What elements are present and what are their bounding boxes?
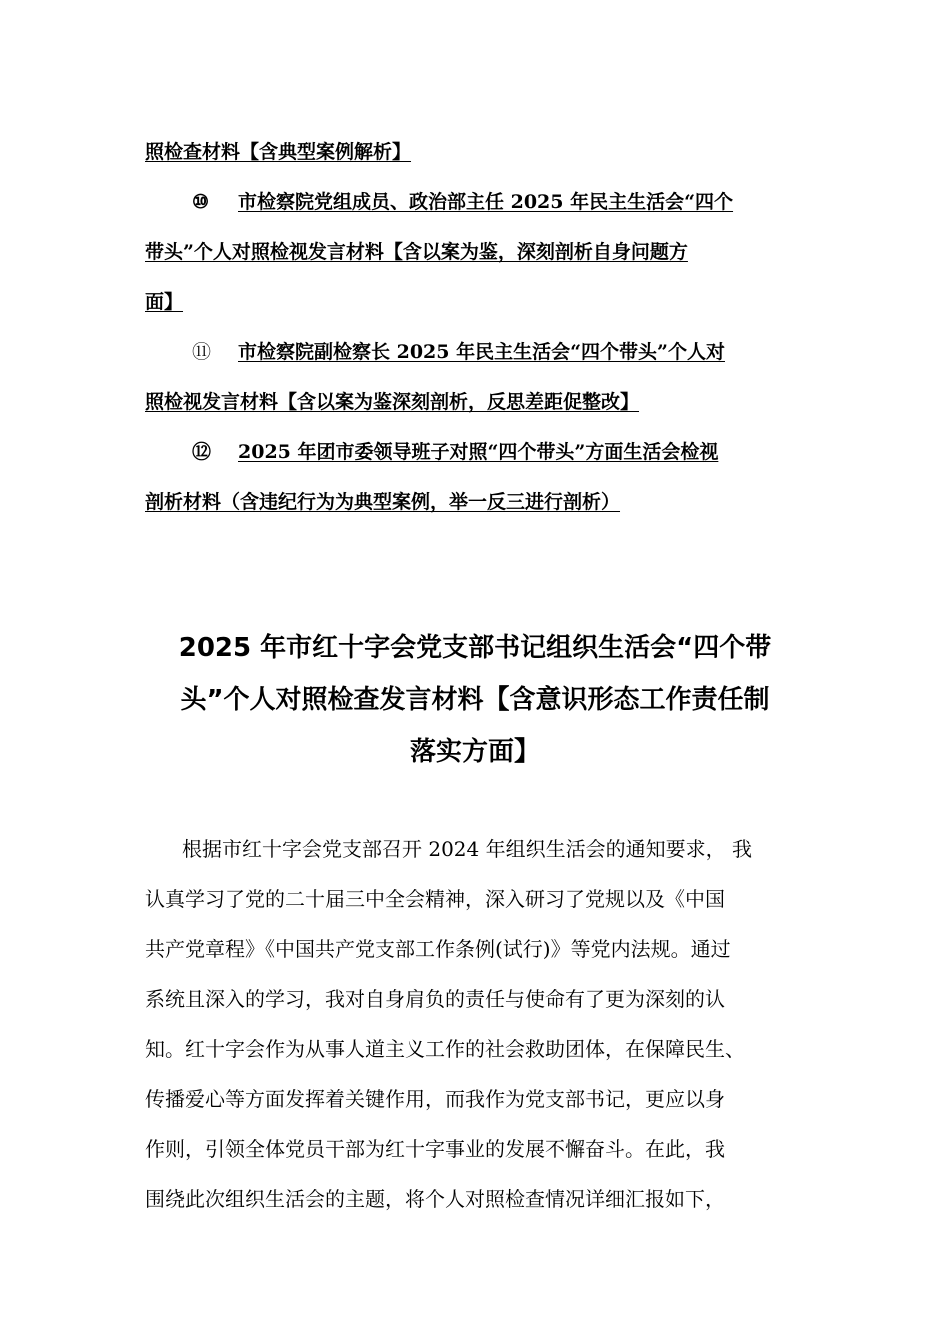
toc-item-text[interactable]: 带头”个人对照检视发言材料【含以案为鉴，深刻剖析自身问题方 [145,241,688,263]
toc-item-link[interactable] [192,440,718,464]
body-text-line: 作则，引领全体党员干部为红十字事业的发展不懈奋斗。在此，我 [145,1137,725,1161]
body-text-line: 认真学习了党的二十届三中全会精神，深入研习了党规以及《中国 [145,887,725,911]
toc-item-text[interactable]: 照检视发言材料【含以案为鉴深刻剖析，反思差距促整改】 [145,391,640,413]
toc-item-number: ⑪ [192,341,212,363]
toc-item-text[interactable]: 面】 [145,291,184,313]
toc-item-link[interactable] [145,240,688,264]
toc-item-text[interactable]: 2025 年团市委领导班子对照“四个带头”方面生活会检视 [238,441,719,463]
toc-item-link[interactable] [145,290,183,314]
toc-item-number: ⑩ [192,191,210,213]
toc-item-number: ⑫ [192,441,212,463]
body-text-line: 围绕此次组织生活会的主题，将个人对照检查情况详细汇报如下， [145,1187,725,1211]
body-text-line: 根据市红十字会党支部召开 2024 年组织生活会的通知要求， 我 [182,837,752,861]
toc-item-link[interactable] [145,490,620,514]
toc-item-text[interactable]: 剖析材料（含违纪行为为典型案例，举一反三进行剖析） [145,491,621,513]
toc-item-link[interactable] [145,390,639,414]
body-text-line: 共产党章程》《中国共产党支部工作条例(试行)》等党内法规。通过 [145,937,731,961]
toc-item-text[interactable]: 市检察院党组成员、政治部主任 2025 年民主生活会“四个 [238,191,734,213]
toc-item-link[interactable] [192,340,725,364]
body-text-line: 系统且深入的学习，我对自身肩负的责任与使命有了更为深刻的认 [145,987,725,1011]
document-title-line: 2025 年市红十字会党支部书记组织生活会“四个带 [178,633,772,663]
body-text-line: 知。红十字会作为从事人道主义工作的社会救助团体，在保障民生、 [145,1037,745,1061]
body-text-line: 传播爱心等方面发挥着关键作用，而我作为党支部书记，更应以身 [145,1087,725,1111]
toc-item-text[interactable]: 市检察院副检察长 2025 年民主生活会“四个带头”个人对 [238,341,725,363]
toc-item-link[interactable] [145,140,411,164]
toc-item-text[interactable]: 照检查材料【含典型案例解析】 [145,141,412,163]
document-title-line: 落实方面】 [409,737,540,767]
toc-item-link[interactable] [192,190,733,214]
document-title-line: 头”个人对照检查发言材料【含意识形态工作责任制 [180,685,770,715]
